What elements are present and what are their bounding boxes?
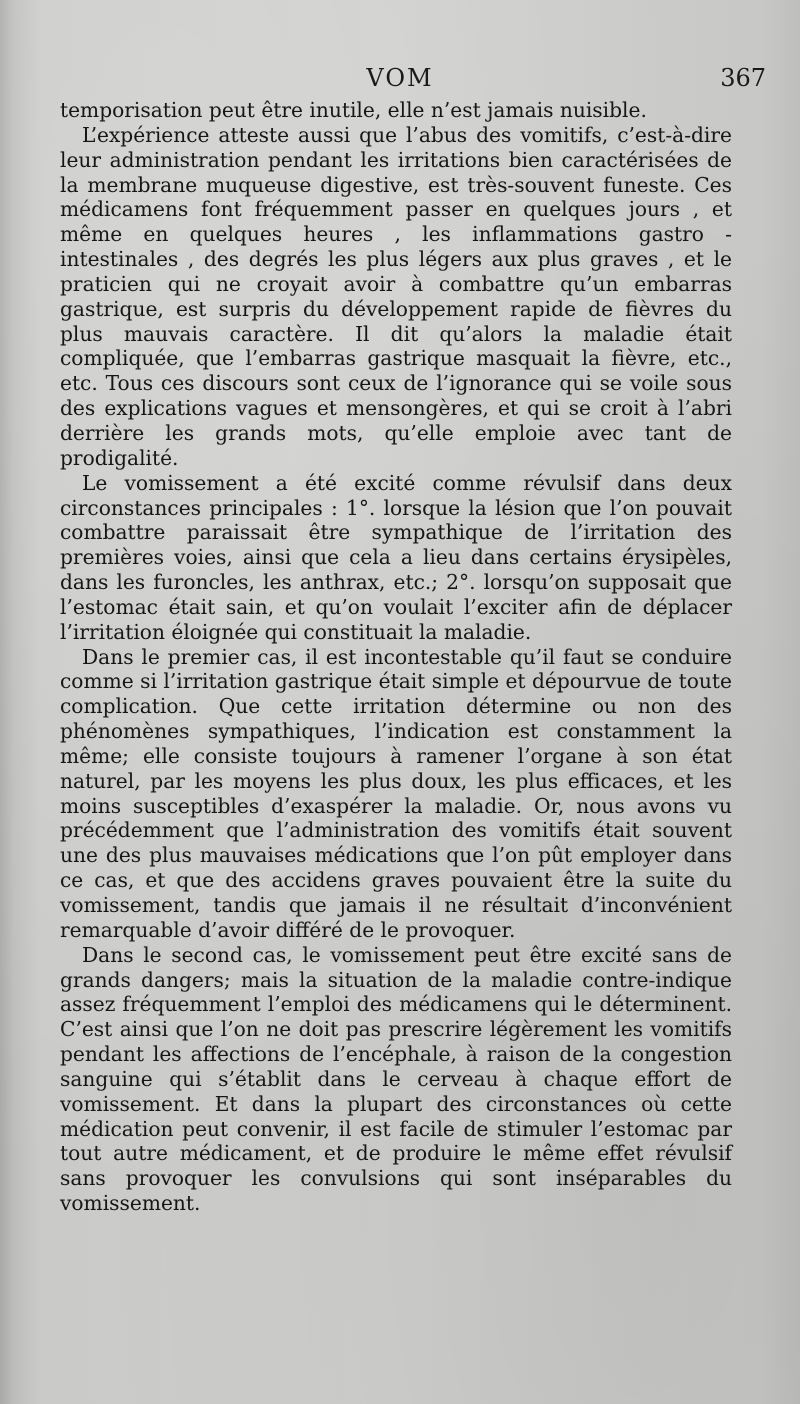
body-text [60, 98, 732, 1216]
paragraph: Le vomissement a été excité comme révulsif dans deux circonstances principales : 1°. lorsque la lésion que l’on pouvait combattre paraissait être sympathique de l’irritation des premières voies, ainsi que cela a lieu dans certains érysipèles, dans les furoncles, les anthrax, etc.; 2°. lorsqu’on supposait que l’estomac était sain, et qu’on voulait l’exciter afin de déplacer l’irritation éloignée qui constituait la maladie. [60, 470, 732, 644]
page-number: 367 [720, 64, 766, 92]
page-header [0, 64, 800, 94]
paragraph-continuation: temporisation peut être inutile, elle n’est jamais nuisible. [60, 98, 647, 122]
paragraph: Dans le premier cas, il est incontestable qu’il faut se conduire comme si l’irritation gastrique était simple et dépourvue de toute complication. Que cette irritation détermine ou non des phénomènes sympathiques, l’indication est constamment la même; elle consiste toujours à ramener l’organe à son état naturel, par les moyens les plus doux, les plus efficaces, et les moins susceptibles d’exaspérer la maladie. Or, nous avons vu précédemment que l’administration des vomitifs était souvent une des plus mauvaises médications que l’on pût employer dans ce cas, et que des accidens graves pouvaient être la suite du vomissement, tandis que jamais il ne résultait d’inconvénient remarquable d’avoir différé de le provoquer. [60, 644, 732, 942]
paragraph: Dans le second cas, le vomissement peut être excité sans de grands dangers; mais la situation de la maladie contre-indique assez fréquemment l’emploi des médicamens qui le déterminent. C’est ainsi que l’on ne doit pas prescrire légèrement les vomitifs pendant les affections de l’encéphale, à raison de la congestion sanguine qui s’établit dans le cerveau à chaque effort de vomissement. Et dans la plupart des circonstances où cette médication peut convenir, il est facile de stimuler l’estomac par tout autre médicament, et de produire le même effet révulsif sans provoquer les convulsions qui sont inséparables du vomissement. [60, 942, 732, 1216]
paragraph: L’expérience atteste aussi que l’abus des vomitifs, c’est-à-dire leur administration pendant les irritations bien caractérisées de la membrane muqueuse digestive, est très-souvent funeste. Ces médicamens font fréquemment passer en quelques jours , et même en quelques heures , les inflammations gastro - intestinales , des degrés les plus légers aux plus graves , et le praticien qui ne croyait avoir à combattre qu’un embarras gastrique, est surpris du développement rapide de fièvres du plus mauvais caractère. Il dit qu’alors la maladie était compliquée, que l’embarras gastrique masquait la fièvre, etc., etc. Tous ces discours sont ceux de l’ignorance qui se voile sous des explications vagues et mensongères, et qui se croit à l’abri derrière les grands mots, qu’elle emploie avec tant de prodigalité. [60, 122, 732, 470]
running-head: VOM [366, 64, 434, 92]
